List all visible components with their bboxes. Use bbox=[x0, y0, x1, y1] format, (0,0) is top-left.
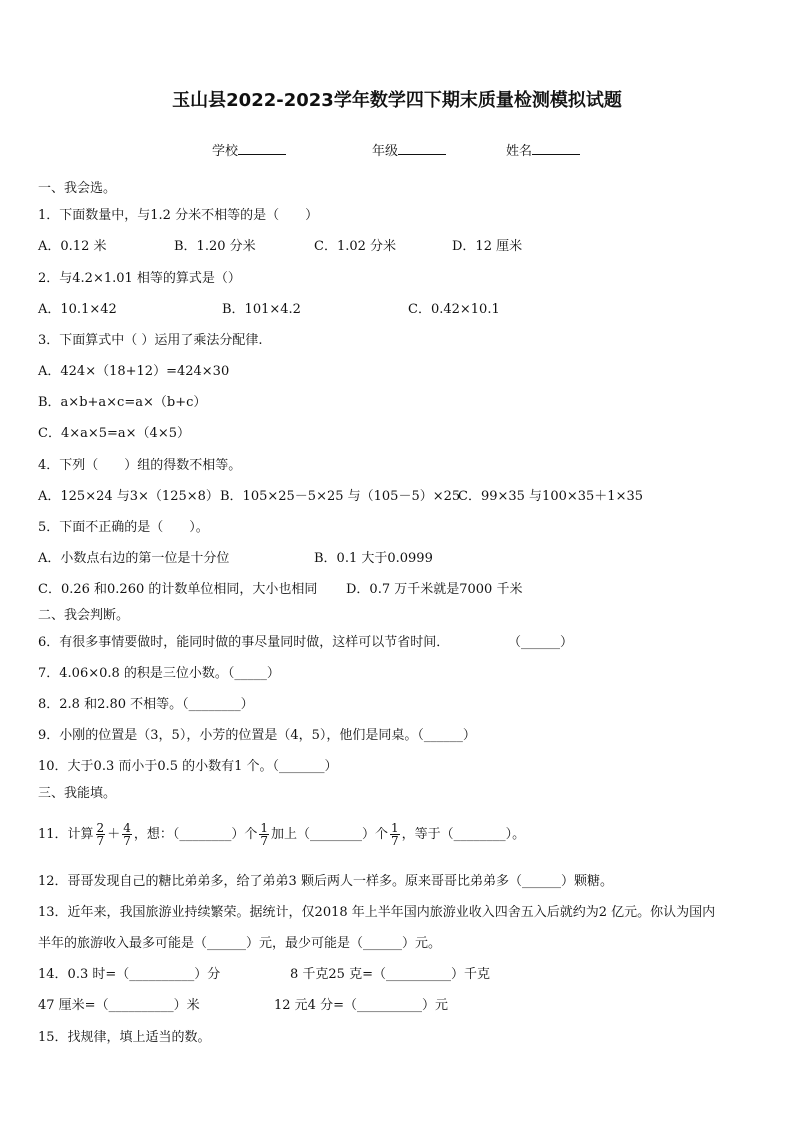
grade-blank[interactable] bbox=[398, 142, 446, 155]
grade-label: 年级 bbox=[372, 144, 399, 159]
fraction-1-7-a: $\frac{1}{7}$ bbox=[260, 821, 268, 848]
page-title: 玉山县2022-2023学年数学四下期末质量检测模拟试题 bbox=[172, 90, 622, 111]
name-blank[interactable] bbox=[532, 142, 580, 155]
school-field bbox=[212, 140, 286, 159]
question-14-b: 8 千克25 克=（__________）千克 bbox=[290, 967, 490, 982]
question-14-a: 14．0.3 时=（__________）分 bbox=[38, 967, 221, 982]
question-4-stem: 4．下列（ ）组的得数不相等。 bbox=[38, 458, 242, 473]
question-15: 15．找规律，填上适当的数。 bbox=[38, 1030, 211, 1045]
q2-option-b: B．101×4.2 bbox=[222, 302, 301, 317]
name-field bbox=[506, 140, 580, 159]
section-heading-3: 三、我能填。 bbox=[38, 786, 117, 801]
q1-option-d: D．12 厘米 bbox=[452, 239, 523, 254]
q5-option-a: A．小数点右边的第一位是十分位 bbox=[38, 551, 230, 566]
q2-option-a: A．10.1×42 bbox=[38, 302, 117, 317]
q4-option-a: A．125×24 与3×（125×8） bbox=[38, 489, 219, 504]
q4-option-b: B．105×25－5×25 与（105－5）×25 bbox=[220, 489, 461, 504]
fraction-4-7: $\frac{4}{7}$ bbox=[123, 821, 131, 848]
fraction-2-7: $\frac{2}{7}$ bbox=[96, 821, 105, 848]
question-12: 12．哥哥发现自己的糖比弟弟多，给了弟弟3 颗后两人一样多。原来哥哥比弟弟多（______）颗糖。 bbox=[38, 874, 613, 889]
q5-option-b: B．0.1 大于0.0999 bbox=[314, 551, 433, 566]
q3-option-b: B．a×b+a×c=a×（b+c） bbox=[38, 395, 207, 410]
q11-lead: 11．计算 bbox=[38, 827, 94, 842]
question-8: 8．2.8 和2.80 不相等。（________） bbox=[38, 697, 254, 712]
question-1-stem: 1．下面数量中，与1.2 分米不相等的是（ ） bbox=[38, 208, 319, 223]
q2-option-c: C．0.42×10.1 bbox=[408, 302, 500, 317]
section-heading-2: 二、我会判断。 bbox=[38, 608, 130, 623]
question-9: 9．小刚的位置是（3，5），小芳的位置是（4，5），他们是同桌。（______） bbox=[38, 728, 476, 743]
q11-part1: ，想：（________）个 bbox=[133, 827, 258, 842]
q5-option-d: D．0.7 万千米就是7000 千米 bbox=[346, 582, 523, 597]
question-2-stem: 2．与4.2×1.01 相等的算式是（） bbox=[38, 271, 241, 286]
question-10: 10．大于0.3 而小于0.5 的小数有1 个。（_______） bbox=[38, 759, 338, 774]
q11-part2: 加上（________）个 bbox=[271, 827, 389, 842]
q1-option-c: C．1.02 分米 bbox=[314, 239, 397, 254]
question-7: 7．4.06×0.8 的积是三位小数。（_____） bbox=[38, 666, 280, 681]
q5-option-c: C．0.26 和0.260 的计数单位相同，大小也相同 bbox=[38, 582, 318, 597]
q11-part3: ，等于（________）。 bbox=[401, 827, 526, 842]
question-11 bbox=[38, 816, 525, 854]
grade-field bbox=[372, 140, 446, 159]
q3-option-a: A．424×（18+12）=424×30 bbox=[38, 364, 230, 379]
q1-option-a: A．0.12 米 bbox=[38, 239, 107, 254]
section-heading-1: 一、我会选。 bbox=[38, 181, 117, 196]
school-label: 学校 bbox=[212, 144, 239, 159]
q6-answer-blank[interactable]: （______） bbox=[508, 635, 574, 650]
question-13-line2: 半年的旅游收入最多可能是（______）元，最少可能是（______）元。 bbox=[38, 936, 442, 951]
question-5-stem: 5．下面不正确的是（ ）。 bbox=[38, 520, 209, 535]
plus-sign: ＋ bbox=[107, 827, 121, 842]
question-6: 6．有很多事情要做时，能同时做的事尽量同时做，这样可以节省时间． bbox=[38, 635, 450, 650]
q3-option-c: C．4×a×5=a×（4×5） bbox=[38, 426, 190, 441]
question-3-stem: 3．下面算式中（ ）运用了乘法分配律. bbox=[38, 333, 263, 348]
school-blank[interactable] bbox=[238, 142, 286, 155]
fraction-1-7-b: $\frac{1}{7}$ bbox=[391, 821, 399, 848]
name-label: 姓名 bbox=[506, 144, 533, 159]
question-13-line1: 13．近年来，我国旅游业持续繁荣。据统计，仅2018 年上半年国内旅游业收入四舍五入后就约为2 亿元。你认为国内 bbox=[38, 905, 716, 920]
question-14-c: 47 厘米=（__________）米 bbox=[38, 998, 200, 1013]
question-14-d: 12 元4 分=（__________）元 bbox=[274, 998, 448, 1013]
q1-option-b: B．1.20 分米 bbox=[174, 239, 256, 254]
q4-option-c: C．99×35 与100×35＋1×35 bbox=[458, 489, 644, 504]
